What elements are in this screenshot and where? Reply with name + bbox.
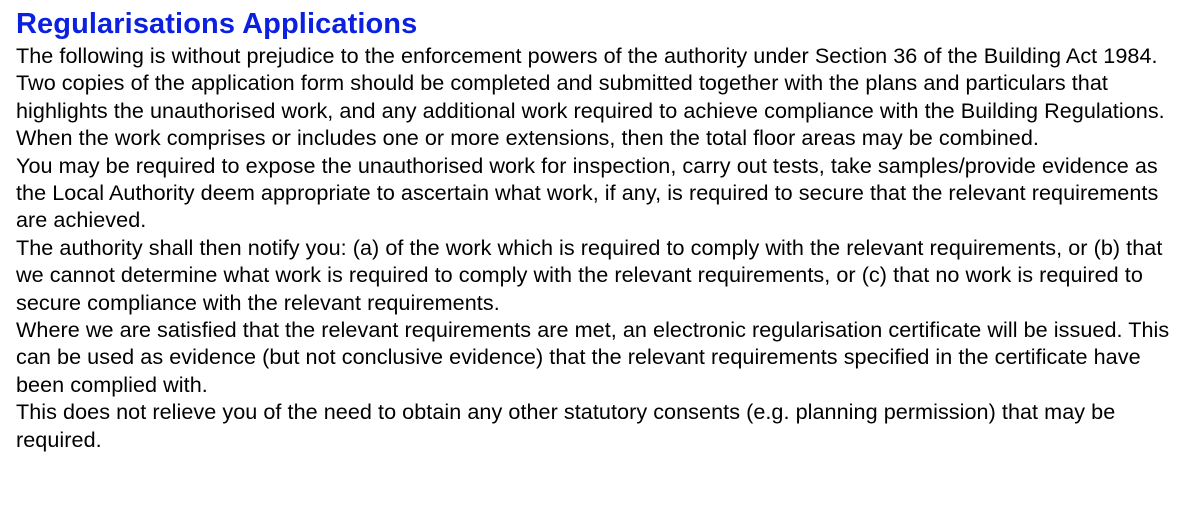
paragraph-enforcement-powers: The following is without prejudice to the enforcement powers of the authority under Section 36 of the Building Act 1984. xyxy=(16,43,1158,68)
page-title: Regularisations Applications xyxy=(16,8,418,40)
paragraph-expose-work: You may be required to expose the unauthorised work for inspection, carry out tests, take samples/provide evidence as the Local Authority deem appropriate to ascertain what work, if any, is required to secure that the relevant requirements are achieved. xyxy=(16,152,1159,233)
document-body xyxy=(16,6,1176,453)
paragraph-certificate: Where we are satisfied that the relevant requirements are met, an electronic regularisation certificate will be issued. This can be used as evidence (but not conclusive evidence) that the relevant requirements specified in the certificate have been complied with. xyxy=(16,317,1170,397)
paragraph-authority-notify: The authority shall then notify you: (a) of the work which is required to comply with the relevant requirements, or (b) that we cannot determine what work is required to comply with the relevant requirements, or (c) that no work is required to secure compliance with the relevant requirements. xyxy=(16,234,1163,315)
paragraph-application-copies: Two copies of the application form should be completed and submitted together with the plans and particulars that highlights the unauthorised work, and any additional work required to achieve compliance with the Building Regulations. When the work comprises or includes one or more extensions, then the total floor areas may be combined. xyxy=(16,70,1165,151)
paragraph-statutory-consents: This does not relieve you of the need to obtain any other statutory consents (e.g. planning permission) that may be required. xyxy=(16,399,1116,452)
